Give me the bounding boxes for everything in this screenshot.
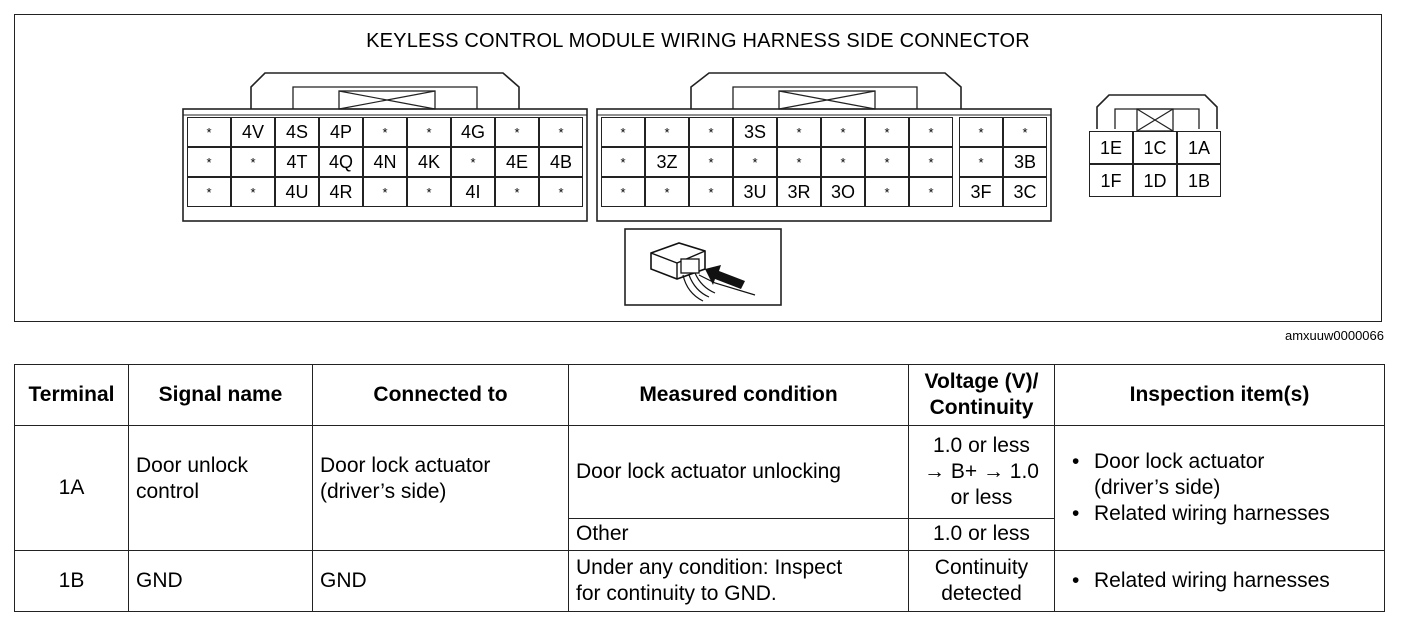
connector-pin: 4I — [451, 177, 495, 207]
connected-to-cell — [313, 426, 569, 550]
connector-pin: 4N — [363, 147, 407, 177]
connector-pin: * — [689, 117, 733, 147]
connector-pin: 3Z — [645, 147, 689, 177]
connector-pin: * — [689, 177, 733, 207]
condition-line2: for continuity to GND. — [576, 581, 777, 605]
connector-pin: * — [363, 177, 407, 207]
connector-pin: 1E — [1089, 131, 1133, 164]
connector-pin: * — [539, 117, 583, 147]
header-voltage — [909, 365, 1055, 426]
connector-pin: 3F — [959, 177, 1003, 207]
inspection-item — [1062, 449, 1377, 502]
connector-pin: 3B — [1003, 147, 1047, 177]
connector-pin: * — [865, 177, 909, 207]
connector-right-pins — [1089, 131, 1221, 197]
inspection-item — [1062, 501, 1377, 527]
connector-pin: 3U — [733, 177, 777, 207]
connector-pin: * — [231, 177, 275, 207]
connector-pin: 1D — [1133, 164, 1177, 197]
connector-pin: * — [187, 177, 231, 207]
connector-pin: * — [601, 147, 645, 177]
connector-pin: * — [733, 147, 777, 177]
connector-pin: 3O — [821, 177, 865, 207]
connector-pin: 3S — [733, 117, 777, 147]
inspection-item — [1062, 568, 1377, 594]
inspection-item-line1: • Door lock actuator — [1094, 449, 1265, 473]
voltage-line3: or less — [950, 486, 1013, 510]
diagram-title: KEYLESS CONTROL MODULE WIRING HARNESS SIDE CONNECTOR — [366, 30, 1030, 52]
condition-cell: Other — [569, 518, 909, 550]
table-header-row — [15, 365, 1385, 426]
connector-diagram — [14, 14, 1382, 322]
connector-pin: * — [495, 177, 539, 207]
signal-line1: Door unlock — [136, 453, 249, 477]
signal-line2: control — [136, 479, 200, 503]
connector-pin: * — [909, 177, 953, 207]
condition-cell: Door lock actuator unlocking — [569, 426, 909, 518]
connector-pin: * — [909, 147, 953, 177]
connector-pin: * — [821, 117, 865, 147]
connector-pin: * — [187, 147, 231, 177]
inspection-items-cell — [1055, 550, 1385, 611]
voltage-line2: → B+ → 1.0 — [924, 459, 1039, 483]
voltage-line1: Continuity — [934, 555, 1029, 579]
connector-pin: * — [865, 117, 909, 147]
connector-pin: * — [689, 147, 733, 177]
table-row — [15, 550, 1385, 611]
connector-pin: * — [231, 147, 275, 177]
connector-pin: 4V — [231, 117, 275, 147]
connector-pin: * — [407, 117, 451, 147]
middle-latch-inner — [733, 87, 917, 109]
connector-pin: 3C — [1003, 177, 1047, 207]
header-inspection-items: Inspection item(s) — [1055, 365, 1385, 426]
connector-pin: * — [959, 147, 1003, 177]
connector-pin: 4U — [275, 177, 319, 207]
connector-pin: 4S — [275, 117, 319, 147]
connector-pin: 1A — [1177, 131, 1221, 164]
connector-pin: * — [645, 177, 689, 207]
connector-pin: 4E — [495, 147, 539, 177]
connector-pin: 4B — [539, 147, 583, 177]
connector-pin: 1C — [1133, 131, 1177, 164]
connector-pin: * — [777, 117, 821, 147]
connector-pin: * — [777, 147, 821, 177]
left-latch-inner — [293, 87, 477, 109]
connector-pin: * — [363, 117, 407, 147]
connector-pin: * — [1003, 117, 1047, 147]
condition-line1: Under any condition: Inspect — [576, 555, 843, 579]
signal-name-cell — [129, 426, 313, 550]
inspection-list — [1062, 568, 1377, 594]
connector-pin: * — [451, 147, 495, 177]
signal-name-cell: GND — [129, 550, 313, 611]
header-terminal: Terminal — [15, 365, 129, 426]
connector-pin: 4Q — [319, 147, 363, 177]
header-signal-name: Signal name — [129, 365, 313, 426]
connector-pin: * — [959, 117, 1003, 147]
voltage-line2: detected — [941, 581, 1022, 605]
header-voltage-line2: Continuity — [929, 396, 1034, 420]
header-connected-to: Connected to — [313, 365, 569, 426]
inspection-item-line1: • Related wiring harnesses — [1094, 568, 1330, 592]
connector-pin: 1F — [1089, 164, 1133, 197]
connector-pin: * — [407, 177, 451, 207]
connector-pin: 4R — [319, 177, 363, 207]
connected-to-cell: GND — [313, 550, 569, 611]
connector-middle-pins — [601, 117, 1047, 207]
voltage-cell: 1.0 or less — [909, 518, 1055, 550]
connector-pin: * — [601, 177, 645, 207]
connected-line2: (driver’s side) — [320, 479, 447, 503]
connector-pin: * — [539, 177, 583, 207]
connector-pin: 4P — [319, 117, 363, 147]
figure-code: amxuuw0000066 — [1284, 328, 1384, 343]
inspection-list — [1062, 449, 1377, 528]
connector-pin: 4T — [275, 147, 319, 177]
connector-left-pins — [187, 117, 583, 207]
connector-pin: * — [909, 117, 953, 147]
terminal-cell: 1A — [15, 426, 129, 550]
inspection-items-cell — [1055, 426, 1385, 550]
connector-pin: * — [821, 147, 865, 177]
connector-pin: * — [495, 117, 539, 147]
inspection-item-line1: • Related wiring harnesses — [1094, 502, 1330, 526]
connector-pin: * — [187, 117, 231, 147]
voltage-line1: 1.0 or less — [933, 433, 1030, 457]
terminal-cell: 1B — [15, 550, 129, 611]
voltage-cell — [909, 550, 1055, 611]
header-measured-condition: Measured condition — [569, 365, 909, 426]
inspection-table — [14, 364, 1385, 612]
connector-pin: 1B — [1177, 164, 1221, 197]
table-row — [15, 426, 1385, 518]
condition-cell — [569, 550, 909, 611]
connector-pin: * — [601, 117, 645, 147]
header-voltage-line1: Voltage (V)/ — [924, 369, 1039, 393]
connector-pin: 4G — [451, 117, 495, 147]
connector-pin: 4K — [407, 147, 451, 177]
connector-pin: * — [865, 147, 909, 177]
connected-line1: Door lock actuator — [320, 453, 491, 477]
connector-pin: * — [645, 117, 689, 147]
voltage-cell — [909, 426, 1055, 518]
inspection-item-line2: (driver’s side) — [1094, 475, 1221, 499]
connector-pin: 3R — [777, 177, 821, 207]
